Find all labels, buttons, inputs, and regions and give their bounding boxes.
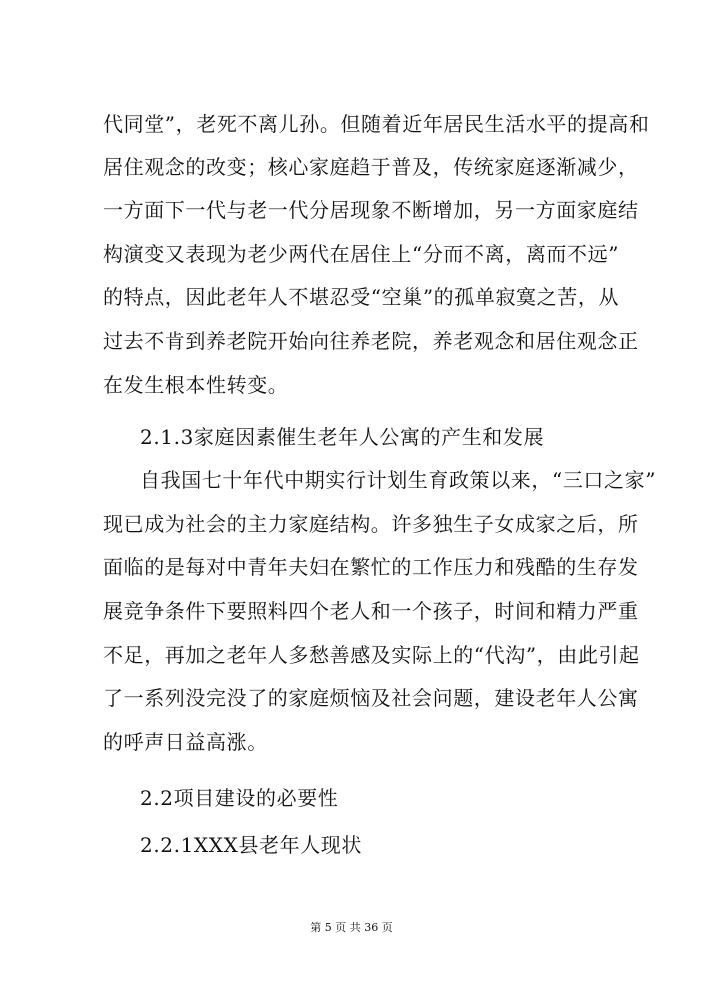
section-heading-2-1-3: 2.1.3家庭因素催生老年人公寓的产生和发展 xyxy=(140,425,545,449)
body-text-line: 在发生根本性转变。 xyxy=(103,373,289,397)
body-text-line: 的特点，因此老年人不堪忍受“空巢”的孤单寂寞之苦，从 xyxy=(103,285,620,309)
section-heading-2-2-1: 2.2.1XXX县老年人现状 xyxy=(140,833,363,857)
body-text-line: 过去不肯到养老院开始向往养老院，养老观念和居住观念正 xyxy=(103,329,639,353)
body-text-line: 代同堂”，老死不离儿孙。但随着近年居民生活水平的提高和 xyxy=(103,112,650,136)
body-text-line: 现已成为社会的主力家庭结构。许多独生子女成家之后，所 xyxy=(103,512,639,536)
body-text-line: 展竞争条件下要照料四个老人和一个孩子，时间和精力严重 xyxy=(103,599,639,623)
body-text-line: 自我国七十年代中期实行计划生育政策以来，“三口之家” xyxy=(140,468,657,492)
body-text-line: 的呼声日益高涨。 xyxy=(103,730,268,754)
body-text-line: 了一系列没完没了的家庭烦恼及社会问题，建设老年人公寓 xyxy=(103,686,639,710)
section-heading-2-2: 2.2项目建设的必要性 xyxy=(140,786,339,810)
body-text-line: 面临的是每对中青年夫妇在繁忙的工作压力和残酷的生存发 xyxy=(103,555,639,579)
page-number-footer: 第 5 页 共 36 页 xyxy=(310,921,393,934)
body-text-line: 构演变又表现为老少两代在居住上“分而不离，离而不远” xyxy=(103,242,620,266)
body-text-line: 一方面下一代与老一代分居现象不断增加，另一方面家庭结 xyxy=(103,198,639,222)
body-text-line: 居住观念的改变；核心家庭趋于普及，传统家庭逐渐减少， xyxy=(103,155,639,179)
body-text-line: 不足，再加之老年人多愁善感及实际上的“代沟”，由此引起 xyxy=(103,643,640,667)
